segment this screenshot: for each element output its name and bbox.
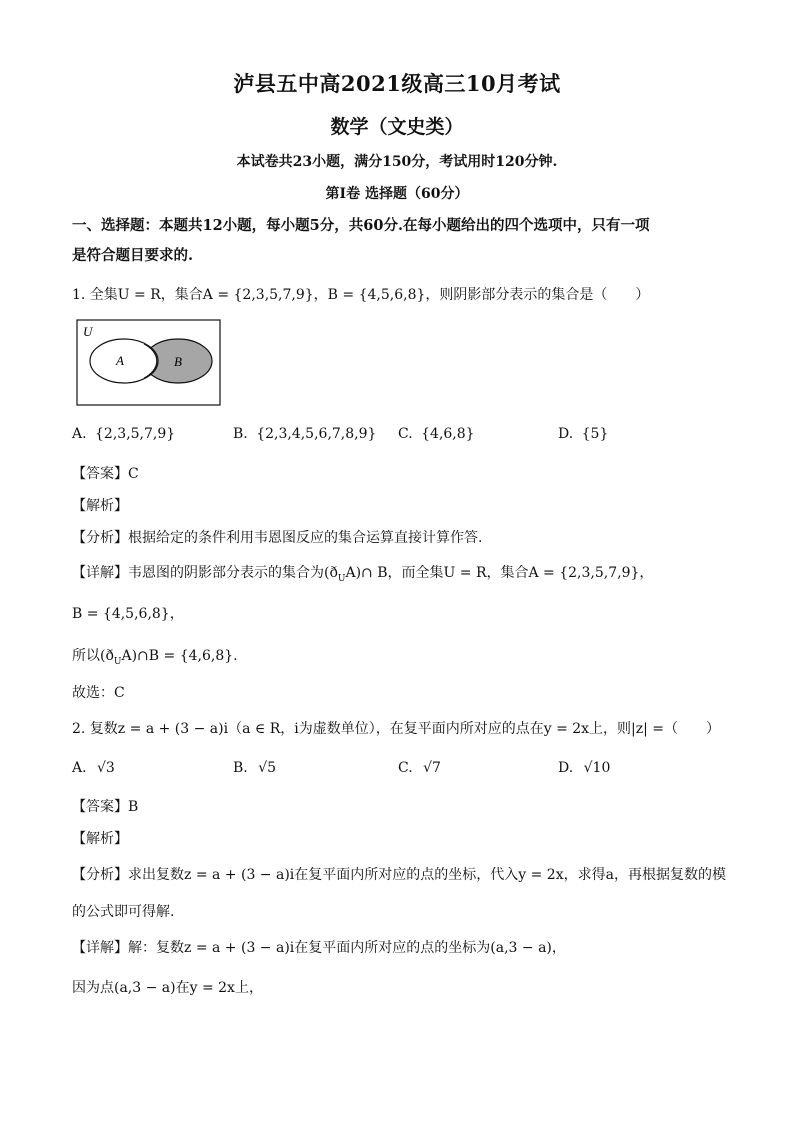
q1-option-a-value: {2,3,5,7,9} bbox=[95, 426, 176, 442]
q2-analysis-label: 【解析】 bbox=[72, 831, 128, 847]
q1-xiangjie-line3 bbox=[72, 645, 238, 667]
q1-option-b bbox=[233, 426, 376, 442]
q2-option-c bbox=[398, 760, 441, 776]
section-instructions-line2: 是符合题目要求的. bbox=[72, 247, 194, 264]
q2-option-c-value: √7 bbox=[423, 760, 441, 776]
q2-xiangjie-line2: 因为点(a,3 − a)在y = 2x上， bbox=[72, 980, 263, 996]
q1-xiangjie-line1-pre: 【详解】韦恩图的阴影部分表示的集合为(ð bbox=[72, 565, 338, 581]
q1-option-c bbox=[398, 426, 475, 442]
q1-guxuan: 故选：C bbox=[72, 685, 125, 701]
q2-answer: 【答案】B bbox=[72, 799, 139, 815]
question-1-text: 1. 全集U = R，集合A = {2,3,5,7,9}，B = {4,5,6,8}，则阴影部分表示的集合是（ ） bbox=[72, 287, 650, 303]
exam-subject: 数学（文史类） bbox=[330, 116, 464, 138]
q1-xiangjie-line3-pre: 所以(ð bbox=[72, 648, 114, 664]
q2-fenxi-line1: 【分析】求出复数z = a + (3 − a)i在复平面内所对应的点的坐标，代入y = 2x，求得a，再根据复数的模 bbox=[72, 867, 726, 883]
venn-label-b: B bbox=[174, 354, 182, 369]
q2-option-c-label: C. bbox=[398, 760, 413, 776]
q1-answer: 【答案】C bbox=[72, 466, 139, 482]
q1-option-d-label: D. bbox=[558, 426, 574, 442]
q2-option-d-value: √10 bbox=[583, 760, 611, 776]
q1-option-a-label: A. bbox=[72, 426, 87, 442]
q2-option-b-label: B. bbox=[233, 760, 248, 776]
q1-xiangjie-line1 bbox=[72, 562, 653, 584]
exam-info: 本试卷共23小题，满分150分，考试用时120分钟. bbox=[236, 154, 558, 170]
q2-option-a-value: √3 bbox=[97, 760, 115, 776]
part-heading: 第I卷 选择题（60分） bbox=[325, 186, 469, 202]
q1-analysis-label: 【解析】 bbox=[72, 498, 128, 514]
q1-option-b-label: B. bbox=[233, 426, 248, 442]
q1-fenxi: 【分析】根据给定的条件利用韦恩图反应的集合运算直接计算作答. bbox=[72, 530, 483, 546]
q1-xiangjie-line1-rest: A)∩ B，而全集U = R，集合A = {2,3,5,7,9}， bbox=[345, 565, 654, 581]
venn-diagram bbox=[76, 319, 222, 407]
q1-xiangjie-line2: B = {4,5,6,8}， bbox=[72, 606, 184, 622]
q1-xiangjie-line1-sub: U bbox=[337, 573, 346, 584]
q2-option-a-label: A. bbox=[72, 760, 87, 776]
venn-label-u: U bbox=[83, 324, 93, 339]
q1-option-c-label: C. bbox=[398, 426, 413, 442]
q2-option-d-label: D. bbox=[558, 760, 574, 776]
q1-option-d-value: {5} bbox=[581, 426, 609, 442]
q2-option-d bbox=[558, 760, 610, 776]
q1-xiangjie-line3-sub: U bbox=[113, 656, 122, 667]
venn-label-a: A bbox=[116, 353, 124, 368]
q1-xiangjie-line3-rest: A)∩B = {4,6,8}. bbox=[121, 648, 238, 664]
q2-option-b bbox=[233, 760, 276, 776]
q2-fenxi-line2: 的公式即可得解. bbox=[72, 904, 175, 920]
q1-option-d bbox=[558, 426, 608, 442]
section-instructions-line1: 一、选择题：本题共12小题，每小题5分，共60分.在每小题给出的四个选项中，只有一项 bbox=[72, 217, 650, 234]
q2-xiangjie-line1: 【详解】解：复数z = a + (3 − a)i在复平面内所对应的点的坐标为(a,3 − a)， bbox=[72, 940, 566, 956]
q2-option-a bbox=[72, 760, 115, 776]
q1-option-b-value: {2,3,4,5,6,7,8,9} bbox=[256, 426, 377, 442]
q1-option-a bbox=[72, 426, 175, 442]
q2-option-b-value: √5 bbox=[258, 760, 277, 776]
q1-option-c-value: {4,6,8} bbox=[421, 426, 475, 442]
question-2-text: 2. 复数z = a + (3 − a)i（a ∈ R，i为虚数单位），在复平面内所对应的点在y = 2x上，则|z| =（ ） bbox=[72, 721, 721, 737]
exam-title: 泸县五中高2021级高三10月考试 bbox=[233, 71, 561, 96]
